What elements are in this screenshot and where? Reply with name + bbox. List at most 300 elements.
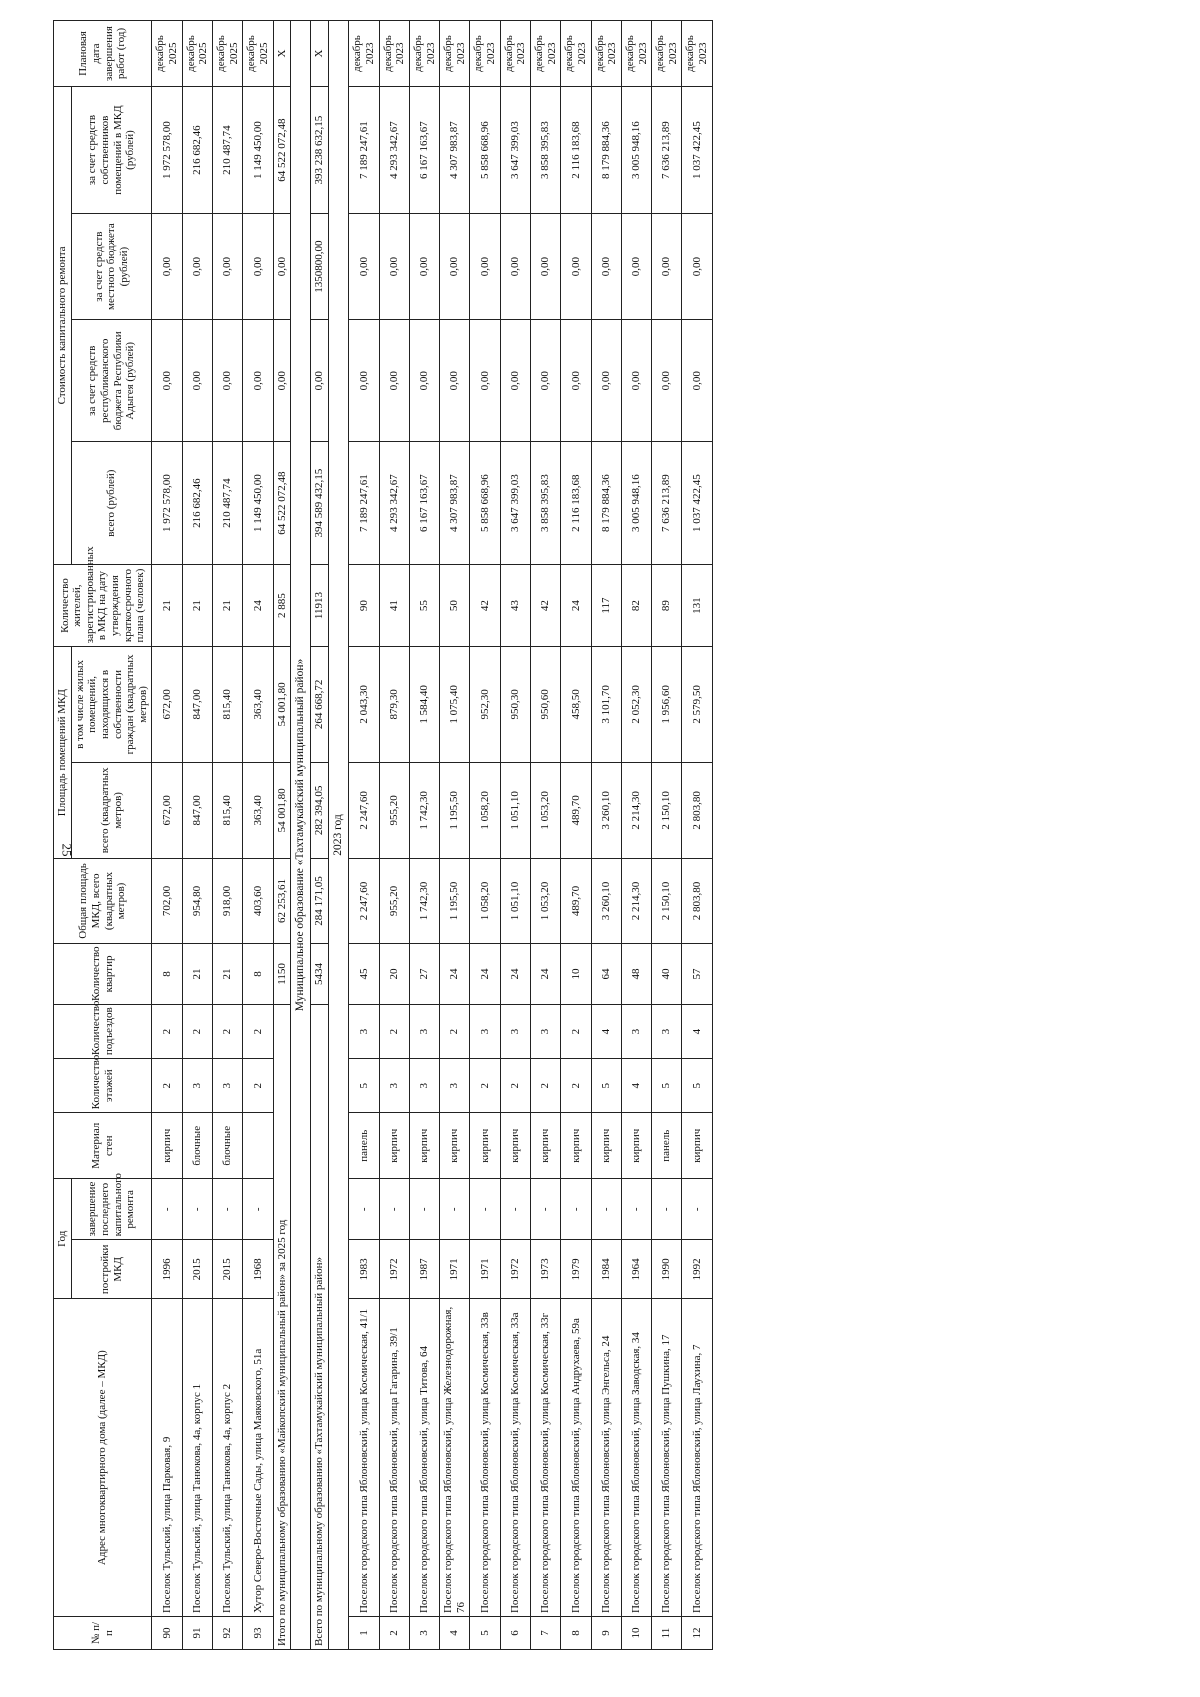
- row-planned-date: декабрь 2023: [500, 21, 530, 87]
- row-floors: 5: [652, 1059, 682, 1113]
- row-cost-local: 0,00: [531, 214, 561, 320]
- row-residents: 42: [531, 564, 561, 646]
- row-total-area: 2 803,80: [682, 859, 712, 944]
- row-area-living: 1 584,40: [409, 647, 439, 762]
- row-year-repair: -: [409, 1179, 439, 1240]
- row-area-total: 489,70: [561, 762, 591, 859]
- row-address: Поселок городского типа Яблоновский, улица Заводская, 34: [621, 1299, 651, 1617]
- row-cost-owners: 216 682,46: [182, 86, 212, 213]
- row-cost-local: 0,00: [182, 214, 212, 320]
- row-wall-material: [243, 1113, 273, 1179]
- row-apartments: 21: [182, 943, 212, 1004]
- row-number: 4: [440, 1617, 470, 1650]
- row-cost-local: 0,00: [470, 214, 500, 320]
- row-number: 11: [652, 1617, 682, 1650]
- row-address: Поселок Тульский, улица Парковая, 9: [152, 1299, 182, 1617]
- row-year-built: 1971: [470, 1240, 500, 1299]
- header-cost-total: всего (рублей): [71, 442, 152, 564]
- row-area-living: 3 101,70: [591, 647, 621, 762]
- row-total-area: 2 247,60: [349, 859, 379, 944]
- table-body: [152, 21, 712, 1650]
- row-total-area: 955,20: [379, 859, 409, 944]
- row-entrances: 2: [152, 1005, 182, 1059]
- row-total-area: 489,70: [561, 859, 591, 944]
- row-entrances: 4: [591, 1005, 621, 1059]
- row-year-built: 1987: [409, 1240, 439, 1299]
- row-cost-owners: 8 179 884,36: [591, 86, 621, 213]
- row-year-built: 2015: [182, 1240, 212, 1299]
- row-wall-material: кирпич: [379, 1113, 409, 1179]
- table-row: [561, 21, 591, 1650]
- row-residents: 90: [349, 564, 379, 646]
- row-area-total: 815,40: [213, 762, 243, 859]
- row-year-repair: -: [470, 1179, 500, 1240]
- row-apartments: 45: [349, 943, 379, 1004]
- row-cost-owners: 3 647 399,03: [500, 86, 530, 213]
- row-total-area: 918,00: [213, 859, 243, 944]
- table-row: [531, 21, 561, 1650]
- row-cost-republic: 0,00: [349, 320, 379, 442]
- row-area-total: 1 053,20: [531, 762, 561, 859]
- row-cost-total: 1 972 578,00: [152, 442, 182, 564]
- row-wall-material: кирпич: [152, 1113, 182, 1179]
- row-year-built: 1972: [379, 1240, 409, 1299]
- row-year-repair: -: [379, 1179, 409, 1240]
- row-entrances: 3: [621, 1005, 651, 1059]
- row-cost-republic: 0,00: [470, 320, 500, 442]
- total-cost-owners: 393 238 632,15: [311, 86, 329, 213]
- row-cost-republic: 0,00: [213, 320, 243, 442]
- row-number: 90: [152, 1617, 182, 1650]
- section-heading: Муниципальное образование «Тахтамукайский муниципальный район»: [291, 21, 311, 1650]
- row-cost-local: 0,00: [409, 214, 439, 320]
- table-row: [440, 21, 470, 1650]
- row-floors: 5: [682, 1059, 712, 1113]
- row-apartments: 57: [682, 943, 712, 1004]
- row-entrances: 3: [531, 1005, 561, 1059]
- row-planned-date: декабрь 2023: [561, 21, 591, 87]
- row-entrances: 3: [409, 1005, 439, 1059]
- row-cost-republic: 0,00: [500, 320, 530, 442]
- header-apartments: Количество квартир: [54, 943, 152, 1004]
- row-entrances: 2: [243, 1005, 273, 1059]
- total-date: X: [273, 21, 291, 87]
- row-residents: 24: [561, 564, 591, 646]
- row-area-living: 2 579,50: [682, 647, 712, 762]
- row-entrances: 3: [349, 1005, 379, 1059]
- row-year-built: 1979: [561, 1240, 591, 1299]
- total-area-living: 264 668,72: [311, 647, 329, 762]
- row-apartments: 48: [621, 943, 651, 1004]
- row-floors: 3: [440, 1059, 470, 1113]
- row-cost-local: 0,00: [349, 214, 379, 320]
- row-area-living: 952,30: [470, 647, 500, 762]
- row-cost-local: 0,00: [500, 214, 530, 320]
- row-apartments: 27: [409, 943, 439, 1004]
- row-planned-date: декабрь 2023: [349, 21, 379, 87]
- row-entrances: 2: [440, 1005, 470, 1059]
- header-planned-date: Плановая дата завершения работ (год): [54, 21, 152, 87]
- row-area-total: 1 051,10: [500, 762, 530, 859]
- row-entrances: 2: [213, 1005, 243, 1059]
- row-area-living: 815,40: [213, 647, 243, 762]
- total-date: X: [311, 21, 329, 87]
- row-cost-total: 7 189 247,61: [349, 442, 379, 564]
- row-planned-date: декабрь 2025: [152, 21, 182, 87]
- row-apartments: 24: [440, 943, 470, 1004]
- total-area-total: 54 001,80: [273, 762, 291, 859]
- row-cost-owners: 210 487,74: [213, 86, 243, 213]
- total-residents: 2 885: [273, 564, 291, 646]
- row-address: Поселок городского типа Яблоновский, улица Пушкина, 17: [652, 1299, 682, 1617]
- year-heading: 2023 год: [329, 21, 349, 1650]
- row-total-area: 1 058,20: [470, 859, 500, 944]
- row-total-area: 1 742,30: [409, 859, 439, 944]
- row-area-total: 3 260,10: [591, 762, 621, 859]
- row-area-living: 1 956,60: [652, 647, 682, 762]
- row-cost-republic: 0,00: [243, 320, 273, 442]
- header-year-built: постройки МКД: [71, 1240, 152, 1299]
- row-residents: 82: [621, 564, 651, 646]
- table-row: [182, 21, 212, 1650]
- row-cost-owners: 4 293 342,67: [379, 86, 409, 213]
- rotated-table-wrapper: [53, 20, 1033, 1650]
- row-entrances: 2: [561, 1005, 591, 1059]
- row-number: 93: [243, 1617, 273, 1650]
- header-floors: Количество этажей: [54, 1059, 152, 1113]
- total-row-takhtamukay: [311, 21, 329, 1650]
- row-cost-total: 210 487,74: [213, 442, 243, 564]
- row-wall-material: кирпич: [440, 1113, 470, 1179]
- row-address: Поселок городского типа Яблоновский, улица Космическая, 33а: [500, 1299, 530, 1617]
- header-area-group: Площадь помещений МКД: [54, 647, 72, 859]
- row-area-total: 672,00: [152, 762, 182, 859]
- row-area-living: 2 043,30: [349, 647, 379, 762]
- row-residents: 50: [440, 564, 470, 646]
- row-cost-owners: 7 189 247,61: [349, 86, 379, 213]
- row-total-area: 1 051,10: [500, 859, 530, 944]
- row-number: 92: [213, 1617, 243, 1650]
- row-address: Хутор Северо-Восточные Сады, улица Маяковского, 51а: [243, 1299, 273, 1617]
- header-area-total: всего (квадратных метров): [71, 762, 152, 859]
- row-entrances: 3: [470, 1005, 500, 1059]
- row-cost-republic: 0,00: [152, 320, 182, 442]
- total-cost-total: 394 589 432,15: [311, 442, 329, 564]
- row-cost-owners: 1 149 450,00: [243, 86, 273, 213]
- row-cost-owners: 1 037 422,45: [682, 86, 712, 213]
- row-planned-date: декабрь 2023: [652, 21, 682, 87]
- row-address: Поселок городского типа Яблоновский, улица Железнодорожная, 76: [440, 1299, 470, 1617]
- total-cost-owners: 64 522 072,48: [273, 86, 291, 213]
- row-area-total: 847,00: [182, 762, 212, 859]
- row-cost-total: 2 116 183,68: [561, 442, 591, 564]
- row-entrances: 4: [682, 1005, 712, 1059]
- table-row: [243, 21, 273, 1650]
- row-number: 3: [409, 1617, 439, 1650]
- row-total-area: 3 260,10: [591, 859, 621, 944]
- row-wall-material: кирпич: [682, 1113, 712, 1179]
- row-address: Поселок Тульский, улица Танюкова, 4а, корпус 2: [213, 1299, 243, 1617]
- row-apartments: 24: [470, 943, 500, 1004]
- row-address: Поселок городского типа Яблоновский, улица Андрухаева, 59а: [561, 1299, 591, 1617]
- row-area-total: 1 058,20: [470, 762, 500, 859]
- row-cost-republic: 0,00: [531, 320, 561, 442]
- row-cost-owners: 2 116 183,68: [561, 86, 591, 213]
- header-year-repair: завершение последнего капитального ремонта: [71, 1179, 152, 1240]
- row-year-repair: -: [440, 1179, 470, 1240]
- row-apartments: 24: [500, 943, 530, 1004]
- row-floors: 3: [379, 1059, 409, 1113]
- row-year-repair: -: [652, 1179, 682, 1240]
- row-area-total: 2 214,30: [621, 762, 651, 859]
- row-year-repair: -: [682, 1179, 712, 1240]
- row-area-total: 1 195,50: [440, 762, 470, 859]
- row-total-area: 403,60: [243, 859, 273, 944]
- row-planned-date: декабрь 2025: [243, 21, 273, 87]
- row-cost-total: 4 307 983,87: [440, 442, 470, 564]
- capital-repair-table: [53, 20, 713, 1650]
- row-number: 5: [470, 1617, 500, 1650]
- row-wall-material: панель: [652, 1113, 682, 1179]
- row-residents: 21: [213, 564, 243, 646]
- row-floors: 3: [213, 1059, 243, 1113]
- row-total-area: 702,00: [152, 859, 182, 944]
- total-apartments: 5434: [311, 943, 329, 1004]
- row-entrances: 2: [379, 1005, 409, 1059]
- row-entrances: 2: [182, 1005, 212, 1059]
- row-floors: 5: [591, 1059, 621, 1113]
- row-wall-material: кирпич: [621, 1113, 651, 1179]
- header-area-living: в том числе жилых помещений, находящихся в собственности граждан (квадратных метров): [71, 647, 152, 762]
- table-row: [379, 21, 409, 1650]
- row-area-total: 1 742,30: [409, 762, 439, 859]
- row-area-living: 950,30: [500, 647, 530, 762]
- row-apartments: 8: [243, 943, 273, 1004]
- header-cost-local: за счет средств местного бюджета (рублей): [71, 214, 152, 320]
- row-planned-date: декабрь 2025: [213, 21, 243, 87]
- row-apartments: 8: [152, 943, 182, 1004]
- total-cost-total: 64 522 072,48: [273, 442, 291, 564]
- total-cost-republic: 0,00: [311, 320, 329, 442]
- row-year-repair: -: [152, 1179, 182, 1240]
- total-label: Итого по муниципальному образованию «Майкопский муниципальный район» за 2025 год: [273, 1005, 291, 1650]
- row-residents: 117: [591, 564, 621, 646]
- row-area-total: 2 150,10: [652, 762, 682, 859]
- table-row: [349, 21, 379, 1650]
- table-row: [213, 21, 243, 1650]
- row-year-built: 1984: [591, 1240, 621, 1299]
- row-cost-total: 3 647 399,03: [500, 442, 530, 564]
- row-cost-owners: 3 005 948,16: [621, 86, 651, 213]
- row-apartments: 21: [213, 943, 243, 1004]
- row-residents: 21: [152, 564, 182, 646]
- row-wall-material: кирпич: [591, 1113, 621, 1179]
- row-cost-total: 6 167 163,67: [409, 442, 439, 564]
- row-cost-total: 4 293 342,67: [379, 442, 409, 564]
- row-year-built: 1971: [440, 1240, 470, 1299]
- row-number: 91: [182, 1617, 212, 1650]
- row-year-repair: -: [621, 1179, 651, 1240]
- row-total-area: 954,80: [182, 859, 212, 944]
- row-cost-republic: 0,00: [182, 320, 212, 442]
- total-apartments: 1150: [273, 943, 291, 1004]
- row-number: 1: [349, 1617, 379, 1650]
- row-planned-date: декабрь 2023: [531, 21, 561, 87]
- row-total-area: 2 150,10: [652, 859, 682, 944]
- row-address: Поселок городского типа Яблоновский, улица Титова, 64: [409, 1299, 439, 1617]
- row-cost-republic: 0,00: [682, 320, 712, 442]
- row-address: Поселок городского типа Яблоновский, улица Энгельса, 24: [591, 1299, 621, 1617]
- header-cost-republic: за счет средств республиканского бюджета Республики Адыгея (рублей): [71, 320, 152, 442]
- header-total-area: Общая площадь МКД, всего (квадратных метров): [54, 859, 152, 944]
- row-entrances: 3: [652, 1005, 682, 1059]
- row-year-repair: -: [500, 1179, 530, 1240]
- row-year-repair: -: [182, 1179, 212, 1240]
- row-number: 7: [531, 1617, 561, 1650]
- row-area-total: 2 803,80: [682, 762, 712, 859]
- row-cost-total: 3 005 948,16: [621, 442, 651, 564]
- row-cost-republic: 0,00: [652, 320, 682, 442]
- row-cost-republic: 0,00: [621, 320, 651, 442]
- row-cost-republic: 0,00: [591, 320, 621, 442]
- row-floors: 2: [531, 1059, 561, 1113]
- row-area-living: 847,00: [182, 647, 212, 762]
- row-year-built: 1996: [152, 1240, 182, 1299]
- row-apartments: 20: [379, 943, 409, 1004]
- row-wall-material: блочные: [182, 1113, 212, 1179]
- row-cost-republic: 0,00: [561, 320, 591, 442]
- row-cost-total: 7 636 213,89: [652, 442, 682, 564]
- table-row: [500, 21, 530, 1650]
- row-year-built: 1964: [621, 1240, 651, 1299]
- header-cost-group: Стоимость капитального ремонта: [54, 86, 72, 564]
- table-header: [54, 21, 152, 1650]
- row-planned-date: декабрь 2023: [591, 21, 621, 87]
- row-cost-local: 0,00: [652, 214, 682, 320]
- row-address: Поселок городского типа Яблоновский, улица Космическая, 33г: [531, 1299, 561, 1617]
- row-planned-date: декабрь 2023: [409, 21, 439, 87]
- row-address: Поселок городского типа Яблоновский, улица Гагарина, 39/1: [379, 1299, 409, 1617]
- row-floors: 3: [182, 1059, 212, 1113]
- row-floors: 4: [621, 1059, 651, 1113]
- row-cost-total: 3 858 395,83: [531, 442, 561, 564]
- row-area-living: 458,50: [561, 647, 591, 762]
- total-area: 284 171,05: [311, 859, 329, 944]
- row-cost-owners: 3 858 395,83: [531, 86, 561, 213]
- row-cost-total: 8 179 884,36: [591, 442, 621, 564]
- total-residents: 11913: [311, 564, 329, 646]
- row-year-built: 1990: [652, 1240, 682, 1299]
- header-cost-owners: за счет средств собственников помещений в МКД (рублей): [71, 86, 152, 213]
- row-cost-republic: 0,00: [440, 320, 470, 442]
- row-residents: 24: [243, 564, 273, 646]
- row-year-built: 1972: [500, 1240, 530, 1299]
- total-cost-local: 0,00: [273, 214, 291, 320]
- row-cost-republic: 0,00: [409, 320, 439, 442]
- row-residents: 131: [682, 564, 712, 646]
- row-area-living: 672,00: [152, 647, 182, 762]
- row-number: 9: [591, 1617, 621, 1650]
- row-residents: 55: [409, 564, 439, 646]
- row-area-living: 363,40: [243, 647, 273, 762]
- row-year-repair: -: [213, 1179, 243, 1240]
- row-floors: 5: [349, 1059, 379, 1113]
- row-floors: 3: [409, 1059, 439, 1113]
- total-area-total: 282 394,05: [311, 762, 329, 859]
- row-year-repair: -: [243, 1179, 273, 1240]
- row-number: 10: [621, 1617, 651, 1650]
- header-wall: Материал стен: [54, 1113, 152, 1179]
- row-floors: 2: [500, 1059, 530, 1113]
- header-year-group: Год: [54, 1179, 72, 1299]
- row-area-living: 879,30: [379, 647, 409, 762]
- row-planned-date: декабрь 2025: [182, 21, 212, 87]
- row-cost-local: 0,00: [243, 214, 273, 320]
- row-residents: 21: [182, 564, 212, 646]
- table-row: [591, 21, 621, 1650]
- row-wall-material: кирпич: [531, 1113, 561, 1179]
- total-area-living: 54 001,80: [273, 647, 291, 762]
- row-number: 12: [682, 1617, 712, 1650]
- header-address: Адрес многоквартирного дома (далее – МКД): [54, 1299, 152, 1617]
- row-area-total: 2 247,60: [349, 762, 379, 859]
- row-cost-local: 0,00: [621, 214, 651, 320]
- row-cost-local: 0,00: [561, 214, 591, 320]
- row-year-built: 1992: [682, 1240, 712, 1299]
- row-planned-date: декабрь 2023: [682, 21, 712, 87]
- row-number: 6: [500, 1617, 530, 1650]
- row-cost-local: 0,00: [152, 214, 182, 320]
- section-heading-row: [291, 21, 311, 1650]
- row-apartments: 10: [561, 943, 591, 1004]
- row-number: 8: [561, 1617, 591, 1650]
- row-year-built: 2015: [213, 1240, 243, 1299]
- row-cost-local: 0,00: [591, 214, 621, 320]
- row-wall-material: кирпич: [409, 1113, 439, 1179]
- total-cost-local: 1350800,00: [311, 214, 329, 320]
- total-row-maikop: [273, 21, 291, 1650]
- row-number: 2: [379, 1617, 409, 1650]
- row-entrances: 3: [500, 1005, 530, 1059]
- row-wall-material: блочные: [213, 1113, 243, 1179]
- header-entrances: Количество подъездов: [54, 1005, 152, 1059]
- row-area-living: 1 075,40: [440, 647, 470, 762]
- row-wall-material: панель: [349, 1113, 379, 1179]
- row-planned-date: декабрь 2023: [440, 21, 470, 87]
- row-cost-owners: 4 307 983,87: [440, 86, 470, 213]
- table-row: [152, 21, 182, 1650]
- row-cost-owners: 1 972 578,00: [152, 86, 182, 213]
- row-year-repair: -: [561, 1179, 591, 1240]
- row-address: Поселок городского типа Яблоновский, улица Космическая, 33в: [470, 1299, 500, 1617]
- document-page: 25 № п/п Адрес многоквартирного дома (далее – МКД) Год Материал стен Количество этажей Количество подъездов Количество квартир Общая площадь МКД, всего (квадратных метров) Площадь помещений МКД Количество жителей, зарегистрированных в МКД на дату утверждения краткосрочного плана (человек) Стоимость капитального ремонта Плановая дата завершения работ (год) постройки МКД завершение последнего капитального ремонта всего (квадратных метров) в том числе жилых помещений, находящихся в собственности граждан (квадратных метров) всего (рублей) за счет средств республиканского бюджета Республики Адыгея (рублей) за счет средств местного бюджета (рублей) за счет средств собственников помещений в МКД (рублей) 90 Поселок Тульский, улица Парковая, 9 1996 - кирпич 2 2 8 702,00 672,00 672,00 21 1 972 578,00 0,00 0,00 1 972 578,00 декабрь 2025 91 Поселок Тульский, улица Танюкова, 4а, корпус 1 2015 - блочные 3 2 21 954,80 847,00 847,00 21 216 682,46 0,00 0,00 216 682,46 декабрь 2025 92 Поселок Тульский, улица Танюкова, 4а, корпус 2 2015 - блочные 3 2 21 918,00 815,40 815,40 21 210 487,74 0,00 0,00 210 487,74 декабрь 2025 93 Хутор Северо-Восточные Сады, улица Маяковского, 51а 1968 - 2 2 8 403,60 363,40 363,40 24 1 149 450,00 0,00 0,00 1 149 450,00 декабрь 2025 Итого по муниципальному образованию «Майкопский муниципальный район» за 2025 год 1150 62 253,61 54 001,80 54 001,80 2 885 64 522 072,48 0,00 0,00 64 522 072,48 X Муниципальное образование «Тахтамукайский муниципальный район» Всего по муниципальному образованию «Тахтамукайский муниципальный район» 5434 284 171,05 282 394,05 264 668,72 11913 394 589 432,15 0,00 1350800,00 393 238 632,15 X 2023 год 1 Поселок городского типа Яблоновский, улица Космическая, 41/1 1983 - панель 5 3 45 2 247,60 2 247,60 2 043,30 90 7 189 247,61 0,00 0,00 7 189 247,61 декабрь 2023 2 Поселок городского типа Яблоновский, улица Гагарина, 39/1 1972 - кирпич 3 2 20 955,20 955,20 879,30 41 4 293 342,67 0,00 0,00 4 293 342,67 декабрь 2023 3 Поселок городского типа Яблоновский, улица Титова, 64 1987 - кирпич 3 3 27 1 742,30 1 742,30 1 584,40 55 6 167 163,67 0,00 0,00 6 167 163,67 декабрь 2023 4 Поселок городского типа Яблоновский, улица Железнодорожная, 76 1971 - кирпич 3 2 24 1 195,50 1 195,50 1 075,40 50 4 307 983,87 0,00 0,00 4 307 983,87 декабрь 2023 5 Поселок городского типа Яблоновский, улица Космическая, 33в 1971 - кирпич 2 3 24 1 058,20 1 058,20 952,30 42 5 858 668,96 0,00 0,00 5 858 668,96 декабрь 2023 6 Поселок городского типа Яблоновский, улица Космическая, 33а 1972 - кирпич 2 3 24 1 051,10 1 051,10 950,30 43 3 647 399,03 0,00 0,00 3 647 399,03 декабрь 2023 7 Поселок городского типа Яблоновский, улица Космическая, 33г 1973 - кирпич 2 3 24 1 053,20 1 053,20 950,60 42 3 858 395,83 0,00 0,00 3 858 395,83 декабрь 2023 8 Поселок городского типа Яблоновский, улица Андрухаева, 59а 1979 - кирпич 2 2 10 489,70 489,70 458,50 24 2 116 183,68 0,00 0,00 2 116 183,68 декабрь 2023 9 Поселок городского типа Яблоновский, улица Энгельса, 24 1984 - кирпич 5 4 64 3 260,10 3 260,10 3 101,70 117 8 179 884,36 0,00 0,00 8 179 884,36 декабрь 2023 10 Поселок городского типа Яблоновский, улица Заводская, 34 1964 - кирпич 4 3 48 2 214,30 2 214,30 2 052,30 82 3 005 948,16 0,00 0,00 3 005 948,16 декабрь 2023 11 Поселок городского типа Яблоновский, улица Пушкина, 17 1990 - панель 5 3 40 2 150,10 2 150,10 1 956,60 89 7 636 213,89 0,00 0,00 7 636 213,89 декабрь 2023 12 Поселок городского типа Яблоновский, улица Лаухина, 7 1992 - кирпич 5 4 57 2 803,80 2 803,80 2 579,50 131 1 037 422,45 0,00 0,00 1 037 422,45 декабрь 2023: [0, 0, 1200, 1697]
- row-cost-total: 5 858 668,96: [470, 442, 500, 564]
- row-address: Поселок городского типа Яблоновский, улица Космическая, 41/1: [349, 1299, 379, 1617]
- row-year-built: 1983: [349, 1240, 379, 1299]
- year-heading-row: [329, 21, 349, 1650]
- row-apartments: 40: [652, 943, 682, 1004]
- row-floors: 2: [561, 1059, 591, 1113]
- header-residents: Количество жителей, зарегистрированных в МКД на дату утверждения краткосрочного плана (человек): [54, 564, 152, 646]
- row-wall-material: кирпич: [561, 1113, 591, 1179]
- row-wall-material: кирпич: [470, 1113, 500, 1179]
- row-area-total: 363,40: [243, 762, 273, 859]
- row-residents: 41: [379, 564, 409, 646]
- row-cost-owners: 5 858 668,96: [470, 86, 500, 213]
- total-area: 62 253,61: [273, 859, 291, 944]
- row-floors: 2: [243, 1059, 273, 1113]
- row-residents: 89: [652, 564, 682, 646]
